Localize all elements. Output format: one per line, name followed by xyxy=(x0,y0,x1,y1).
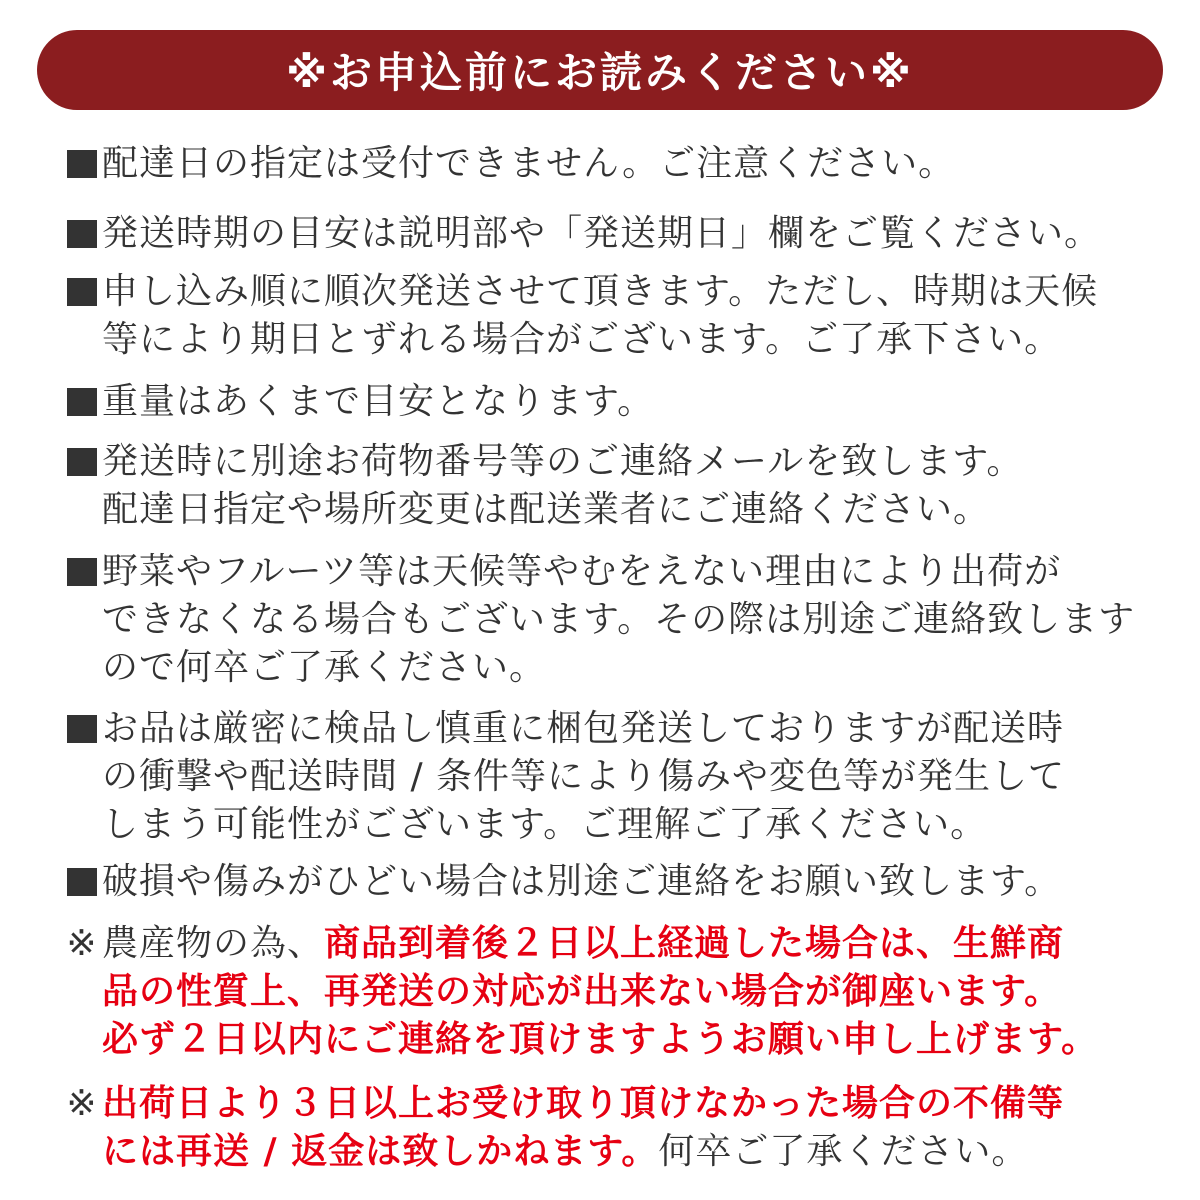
warning-line: 出荷日より３日以上お受け取り頂けなかった場合の不備等 xyxy=(102,1083,1065,1124)
notice-line: お品は厳密に検品し慎重に梱包発送しておりますが配送時 xyxy=(102,708,1065,749)
notice-line: の衝撃や配送時間 / 条件等により傷みや変色等が発生して xyxy=(102,756,1066,797)
warning-item xyxy=(62,920,1152,1064)
header-title: ※お申込前にお読みください※ xyxy=(286,48,914,97)
warning-text-red: には再送 / 返金は致しかねます。 xyxy=(102,1131,659,1172)
warning-text-red: 商品到着後２日以上経過した場合は、生鮮商 xyxy=(324,923,1065,964)
warning-line xyxy=(62,920,1152,968)
notice-line: 野菜やフルーツ等は天候等やむをえない理由により出荷が xyxy=(102,551,1062,592)
notice-line: 配達日の指定は受付できません。ご注意ください。 xyxy=(102,143,956,184)
warning-line: 品の性質上、再発送の対応が出来ない場合が御座います。 xyxy=(102,971,1062,1012)
notice-line: ので何卒ご了承ください。 xyxy=(102,647,547,688)
notice-line: 重量はあくまで目安となります。 xyxy=(102,381,655,422)
square-bullet-icon xyxy=(62,140,102,188)
notice-line: 配達日指定や場所変更は配送業者にご連絡ください。 xyxy=(102,489,991,530)
notice-item xyxy=(62,548,1152,692)
warning-item xyxy=(62,1080,1152,1176)
notice-item xyxy=(62,210,1152,258)
notice-line: 等により期日とずれる場合がございます。ご了承下さい。 xyxy=(102,319,1062,360)
square-bullet-icon xyxy=(62,548,102,596)
square-bullet-icon xyxy=(62,858,102,906)
warning-text-normal: 何卒ご了承ください。 xyxy=(658,1131,1029,1172)
notice-item xyxy=(62,705,1152,849)
notice-line: できなくなる場合もございます。その際は別途ご連絡致します xyxy=(102,599,1136,640)
header-banner xyxy=(37,30,1163,110)
notice-item xyxy=(62,438,1152,534)
square-bullet-icon xyxy=(62,438,102,486)
warning-line xyxy=(62,1128,1152,1176)
reference-mark-icon: ※ xyxy=(66,923,98,964)
notice-line: しまう可能性がございます。ご理解ご了承ください。 xyxy=(102,804,988,845)
square-bullet-icon xyxy=(62,268,102,316)
notice-line: 発送時期の目安は説明部や「発送期日」欄をご覧ください。 xyxy=(102,213,1102,254)
notice-item xyxy=(62,378,1152,426)
notice-line: 破損や傷みがひどい場合は別途ご連絡をお願い致します。 xyxy=(102,861,1062,902)
notice-item xyxy=(62,858,1152,906)
warning-line: 必ず２日以内にご連絡を頂けますようお願い申し上げます。 xyxy=(102,1019,1099,1060)
notice-line: 申し込み順に順次発送させて頂きます。ただし、時期は天候 xyxy=(102,271,1099,312)
reference-mark-icon: ※ xyxy=(66,1083,98,1124)
square-bullet-icon xyxy=(62,378,102,426)
square-bullet-icon xyxy=(62,705,102,753)
notice-item xyxy=(62,268,1152,364)
warning-text-normal: 農産物の為、 xyxy=(102,923,325,964)
notice-item xyxy=(62,140,1152,188)
square-bullet-icon xyxy=(62,210,102,258)
notice-line: 発送時に別途お荷物番号等のご連絡メールを致します。 xyxy=(102,441,1024,482)
